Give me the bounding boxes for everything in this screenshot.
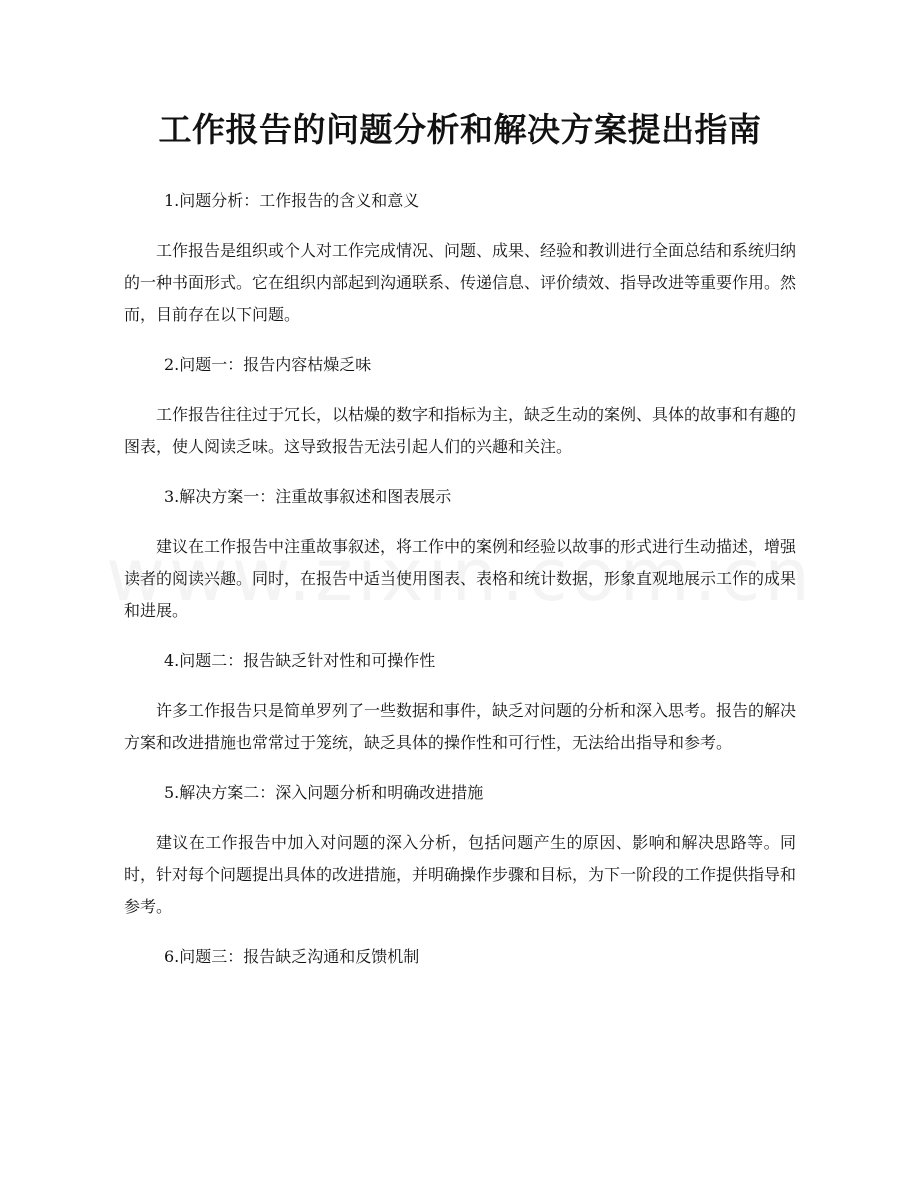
section-heading-2: 2.问题一：报告内容枯燥乏味 bbox=[164, 355, 372, 374]
section-paragraph-3: 建议在工作报告中注重故事叙述，将工作中的案例和经验以故事的形式进行生动描述，增强读者的阅读兴趣。同时，在报告中适当使用图表、表格和统计数据，形象直观地展示工作的成果和进展。 bbox=[124, 537, 797, 620]
section-paragraph-5: 建议在工作报告中加入对问题的深入分析，包括问题产生的原因、影响和解决思路等。同时，针对每个问题提出具体的改进措施，并明确操作步骤和目标，为下一阶段的工作提供指导和参考。 bbox=[124, 833, 797, 916]
section-heading-1: 1.问题分析：工作报告的含义和意义 bbox=[164, 191, 420, 210]
section-paragraph-1: 工作报告是组织或个人对工作完成情况、问题、成果、经验和教训进行全面总结和系统归纳的一种书面形式。它在组织内部起到沟通联系、传递信息、评价绩效、指导改进等重要作用。然而，目前存在以下问题。 bbox=[124, 241, 797, 324]
section-paragraph-4: 许多工作报告只是简单罗列了一些数据和事件，缺乏对问题的分析和深入思考。报告的解决方案和改进措施也常常过于笼统，缺乏具体的操作性和可行性，无法给出指导和参考。 bbox=[124, 701, 797, 752]
section-heading-3: 3.解决方案一：注重故事叙述和图表展示 bbox=[164, 487, 452, 506]
section-heading-6: 6.问题三：报告缺乏沟通和反馈机制 bbox=[164, 947, 420, 966]
section-paragraph-2: 工作报告往往过于冗长，以枯燥的数字和指标为主，缺乏生动的案例、具体的故事和有趣的图表，使人阅读乏味。这导致报告无法引起人们的兴趣和关注。 bbox=[124, 405, 797, 456]
document-body bbox=[124, 185, 796, 991]
section-heading-5: 5.解决方案二：深入问题分析和明确改进措施 bbox=[164, 783, 484, 802]
document-title: 工作报告的问题分析和解决方案提出指南 bbox=[158, 110, 762, 149]
section-heading-4: 4.问题二：报告缺乏针对性和可操作性 bbox=[164, 651, 436, 670]
